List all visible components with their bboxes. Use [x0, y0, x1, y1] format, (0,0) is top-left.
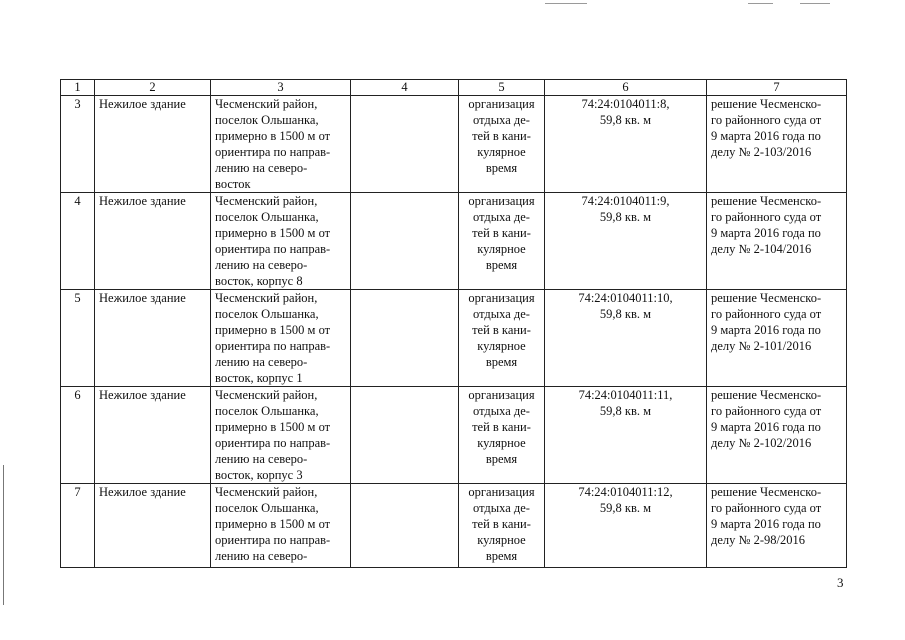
- basis-line: го районного суда от: [711, 307, 822, 321]
- page-number: 3: [837, 575, 844, 590]
- location-line: примерно в 1500 м от: [215, 323, 331, 337]
- location-line: поселок Ольшанка,: [215, 404, 319, 418]
- table-row: [61, 387, 847, 484]
- purpose-line: тей в кани-: [472, 517, 531, 531]
- purpose-line: кулярное: [477, 533, 526, 547]
- table-row: [61, 193, 847, 290]
- column-number-header: 4: [351, 80, 459, 96]
- row-number: 6: [61, 387, 95, 484]
- purpose-line: отдыха де-: [473, 501, 530, 515]
- purpose-line: время: [485, 355, 518, 369]
- empty-cell: [351, 387, 459, 484]
- location-line: восток, корпус 1: [215, 371, 303, 385]
- table-row: [61, 96, 847, 193]
- location-line: ориентира по направ-: [215, 145, 331, 159]
- purpose-line: тей в кани-: [472, 323, 531, 337]
- cadastral-number: 74:24:0104011:9,: [581, 194, 670, 208]
- column-number-header: 3: [211, 80, 351, 96]
- location-line: поселок Ольшанка,: [215, 307, 319, 321]
- column-number-header: 1: [61, 80, 95, 96]
- basis-line: решение Чесменско-: [711, 194, 822, 208]
- purpose-line: кулярное: [477, 436, 526, 450]
- scan-artifact-line: [3, 465, 4, 605]
- location-line: поселок Ольшанка,: [215, 501, 319, 515]
- legal-basis: [707, 484, 847, 568]
- location-line: восток, корпус 3: [215, 468, 303, 482]
- cadastral-number: 74:24:0104011:8,: [581, 97, 670, 111]
- column-number-header: 6: [545, 80, 707, 96]
- purpose-line: организация: [468, 485, 535, 499]
- object-location: [211, 387, 351, 484]
- basis-line: го районного суда от: [711, 210, 822, 224]
- object-area: 59,8 кв. м: [599, 113, 652, 127]
- basis-line: 9 марта 2016 года по: [711, 420, 821, 434]
- row-number: 3: [61, 96, 95, 193]
- scan-artifact-line: [800, 3, 830, 4]
- purpose-line: кулярное: [477, 145, 526, 159]
- table-row: [61, 290, 847, 387]
- legal-basis: [707, 290, 847, 387]
- empty-cell: [351, 193, 459, 290]
- purpose-line: организация: [468, 194, 535, 208]
- basis-line: делу № 2-102/2016: [711, 436, 812, 450]
- location-line: поселок Ольшанка,: [215, 113, 319, 127]
- row-number: 4: [61, 193, 95, 290]
- column-number-header: 2: [95, 80, 211, 96]
- table-row: [61, 484, 847, 568]
- column-number-header: 7: [707, 80, 847, 96]
- basis-line: решение Чесменско-: [711, 291, 822, 305]
- purpose-line: тей в кани-: [472, 129, 531, 143]
- object-purpose: [459, 193, 545, 290]
- purpose-line: кулярное: [477, 242, 526, 256]
- empty-cell: [351, 290, 459, 387]
- purpose-line: время: [485, 549, 518, 563]
- basis-line: решение Чесменско-: [711, 388, 822, 402]
- basis-line: решение Чесменско-: [711, 485, 822, 499]
- location-line: Чесменский район,: [215, 388, 318, 402]
- cadastral-info: [545, 484, 707, 568]
- basis-line: го районного суда от: [711, 501, 822, 515]
- cadastral-info: [545, 290, 707, 387]
- location-line: ориентира по направ-: [215, 242, 331, 256]
- location-line: лению на северо-: [215, 161, 308, 175]
- location-line: примерно в 1500 м от: [215, 517, 331, 531]
- basis-line: делу № 2-103/2016: [711, 145, 812, 159]
- location-line: восток: [215, 177, 251, 191]
- basis-line: делу № 2-104/2016: [711, 242, 812, 256]
- location-line: лению на северо-: [215, 258, 308, 272]
- purpose-line: отдыха де-: [473, 404, 530, 418]
- object-type: Нежилое здание: [95, 193, 211, 290]
- purpose-line: тей в кани-: [472, 420, 531, 434]
- basis-line: делу № 2-101/2016: [711, 339, 812, 353]
- empty-cell: [351, 96, 459, 193]
- purpose-line: организация: [468, 291, 535, 305]
- basis-line: 9 марта 2016 года по: [711, 517, 821, 531]
- location-line: примерно в 1500 м от: [215, 226, 331, 240]
- object-purpose: [459, 290, 545, 387]
- location-line: поселок Ольшанка,: [215, 210, 319, 224]
- legal-basis: [707, 96, 847, 193]
- object-location: [211, 484, 351, 568]
- purpose-line: кулярное: [477, 339, 526, 353]
- location-line: лению на северо-: [215, 549, 308, 563]
- purpose-line: отдыха де-: [473, 113, 530, 127]
- object-purpose: [459, 484, 545, 568]
- object-area: 59,8 кв. м: [599, 307, 652, 321]
- basis-line: 9 марта 2016 года по: [711, 323, 821, 337]
- scan-artifact-line: [545, 3, 587, 4]
- purpose-line: отдыха де-: [473, 210, 530, 224]
- cadastral-info: [545, 193, 707, 290]
- location-line: ориентира по направ-: [215, 339, 331, 353]
- column-number-header: 5: [459, 80, 545, 96]
- object-location: [211, 96, 351, 193]
- object-type: Нежилое здание: [95, 96, 211, 193]
- object-type: Нежилое здание: [95, 290, 211, 387]
- row-number: 5: [61, 290, 95, 387]
- object-purpose: [459, 96, 545, 193]
- purpose-line: тей в кани-: [472, 226, 531, 240]
- purpose-line: организация: [468, 388, 535, 402]
- location-line: Чесменский район,: [215, 291, 318, 305]
- purpose-line: время: [485, 452, 518, 466]
- cadastral-info: [545, 387, 707, 484]
- object-location: [211, 193, 351, 290]
- object-type: Нежилое здание: [95, 387, 211, 484]
- purpose-line: время: [485, 161, 518, 175]
- object-location: [211, 290, 351, 387]
- location-line: лению на северо-: [215, 452, 308, 466]
- purpose-line: организация: [468, 97, 535, 111]
- location-line: ориентира по направ-: [215, 436, 331, 450]
- purpose-line: время: [485, 258, 518, 272]
- basis-line: делу № 2-98/2016: [711, 533, 805, 547]
- object-area: 59,8 кв. м: [599, 210, 652, 224]
- legal-basis: [707, 193, 847, 290]
- scan-artifact-line: [748, 3, 773, 4]
- property-registry-table: [60, 79, 847, 568]
- location-line: ориентира по направ-: [215, 533, 331, 547]
- cadastral-number: 74:24:0104011:12,: [578, 485, 673, 499]
- basis-line: решение Чесменско-: [711, 97, 822, 111]
- legal-basis: [707, 387, 847, 484]
- object-area: 59,8 кв. м: [599, 404, 652, 418]
- purpose-line: отдыха де-: [473, 307, 530, 321]
- location-line: восток, корпус 8: [215, 274, 303, 288]
- cadastral-info: [545, 96, 707, 193]
- cadastral-number: 74:24:0104011:11,: [578, 388, 673, 402]
- object-type: Нежилое здание: [95, 484, 211, 568]
- location-line: примерно в 1500 м от: [215, 420, 331, 434]
- basis-line: 9 марта 2016 года по: [711, 226, 821, 240]
- location-line: лению на северо-: [215, 355, 308, 369]
- cadastral-number: 74:24:0104011:10,: [578, 291, 673, 305]
- location-line: Чесменский район,: [215, 194, 318, 208]
- basis-line: го районного суда от: [711, 404, 822, 418]
- location-line: Чесменский район,: [215, 485, 318, 499]
- row-number: 7: [61, 484, 95, 568]
- location-line: Чесменский район,: [215, 97, 318, 111]
- basis-line: 9 марта 2016 года по: [711, 129, 821, 143]
- location-line: примерно в 1500 м от: [215, 129, 331, 143]
- empty-cell: [351, 484, 459, 568]
- object-area: 59,8 кв. м: [599, 501, 652, 515]
- table-header-row: [61, 80, 847, 96]
- object-purpose: [459, 387, 545, 484]
- basis-line: го районного суда от: [711, 113, 822, 127]
